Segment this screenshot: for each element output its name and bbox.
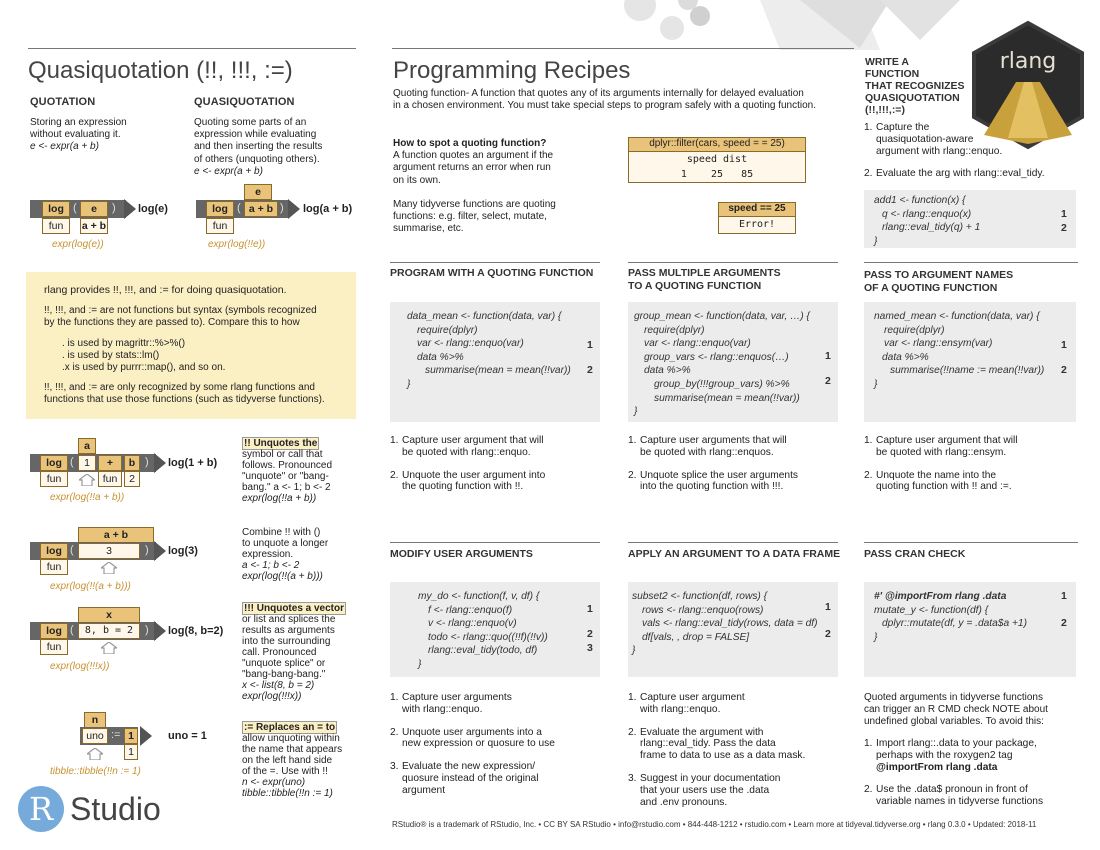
pass-multiple-heading: PASS MULTIPLE ARGUMENTS TO A QUOTING FUNCTION <box>628 267 781 292</box>
modify-arguments-steps: 1. Capture user arguments with rlang::enquo. 2. Unquote user arguments into a new expression or quosure to use 3. Evaluate the new expression/ quosure instead of the original argument <box>390 692 555 796</box>
quasiquotation-heading: QUASIQUOTATION <box>194 96 295 108</box>
pass-names-steps: 1. Capture user argument that will be quoted with rlang::ensym. 2. Unquote the name into the quoting function with !! and :=. <box>864 435 1018 493</box>
quoting-function-definition: Quoting function- A function that quotes any of its arguments internally for delayed evaluation in a chosen environment. You must take special steps to program safely with a quoting function. <box>393 88 817 112</box>
modify-arguments-code: my_do <- function(f, v, df) { f <- rlang::enquo(f) v <- rlang::enquo(v) todo <- rlang::quo((!!f)(!!v)) rlang::eval_tidy(todo, df) } <box>390 582 600 677</box>
note-paragraph-1: !!, !!!, and := are not functions but syntax (symbols recognized by the functions they are passed to). Compare this to how <box>44 305 317 329</box>
footer: RStudio® is a trademark of RStudio, Inc. • CC BY SA RStudio • info@rstudio.com • 844-448-1212 • rstudio.com • Learn more at tidyeval.tidyverse.org • rlang 0.3.0 • Updated: 2018-11 <box>392 820 1037 829</box>
step-marker: 3 <box>587 642 593 654</box>
step-marker: 2 <box>1061 364 1067 376</box>
step-marker: 2 <box>825 628 831 640</box>
step-marker: 1 <box>1061 208 1067 220</box>
step-marker: 2 <box>1061 222 1067 234</box>
write-function-steps: 1. Capture the quasiquotation-aware argument with rlang::enquo. 2. Evaluate the arg with rlang::eval_tidy. <box>864 122 1045 180</box>
modify-arguments-heading: MODIFY USER ARGUMENTS <box>390 548 533 560</box>
write-function-heading: WRITE A FUNCTION THAT RECOGNIZES QUASIQUOTATION (!!,!!!,:=) <box>865 56 965 116</box>
step-marker: 1 <box>825 601 831 613</box>
program-quoting-heading: PROGRAM WITH A QUOTING FUNCTION <box>390 267 594 279</box>
step-marker: 1 <box>1061 590 1067 602</box>
step-marker: 1 <box>587 339 593 351</box>
quotation-heading: QUOTATION <box>30 96 96 108</box>
cran-check-intro: Quoted arguments in tidyverse functions can trigger an R CMD check NOTE about undefined global variables. To avoid this: <box>864 692 1048 727</box>
add1-code: add1 <- function(x) { q <- rlang::enquo(x) rlang::eval_tidy(q) + 1 } <box>864 190 1076 248</box>
pass-multiple-steps: 1. Capture user arguments that will be quoted with rlang::enquos. 2. Unquote splice the user arguments into the quoting function with !!!. <box>628 435 798 493</box>
pass-names-heading: PASS TO ARGUMENT NAMES OF A QUOTING FUNCTION <box>864 269 1014 294</box>
spot-quoting-function: How to spot a quoting function? A function quotes an argument if the argument returns an error when run on its own. <box>393 138 554 186</box>
bang-bang-bang-description: !!! Unquotes a vector or list and splices the results as arguments into the surrounding call. Pronounced "unquote splice" or "bang-bang-bang." x <- list(8, b = 2) expr(log(!!!x)) <box>242 603 345 702</box>
pass-names-code: named_mean <- function(data, var) { require(dplyr) var <- rlang::ensym(var) data %>% summarise(!!name := mean(!!var)) } <box>864 302 1076 422</box>
cran-check-code: #' @importFrom rlang .data mutate_y <- function(df) { dplyr::mutate(df, y = .data$a +1) } <box>864 582 1076 677</box>
colon-equals-description: := Replaces an = to allow unquoting within the name that appears on the left hand side of the =. Use with !! n <- expr(uno) tibble::tibble(!!n := 1) <box>242 722 343 799</box>
bang-bang-paren-description: Combine !! with () to unquote a longer expression. a <- 1; b <- 2 expr(log(!!(a + b))) <box>242 527 329 582</box>
note-operator-list: . is used by magrittr::%>%() . is used by stats::lm() .x is used by purrr::map(), and so on. <box>62 338 226 373</box>
note-intro: rlang provides !!, !!!, and := for doing quasiquotation. <box>44 284 287 296</box>
tidyverse-quoting-examples: Many tidyverse functions are quoting functions: e.g. filter, select, mutate, summarise, etc. <box>393 199 556 235</box>
bang-bang-description: !! Unquotes the symbol or call that follows. Pronounced "unquote" or "bang- bang." a <- 1; b <- 2 expr(log(!!a + b)) <box>242 438 333 504</box>
step-marker: 1 <box>1061 339 1067 351</box>
cran-check-steps: 1. Import rlang::.data to your package, perhaps with the roxygen2 tag @importFrom rlang .data 2. Use the .data$ pronoun in front of variable names in tidyverse functions <box>864 738 1044 808</box>
svg-text:rlang: rlang <box>999 49 1057 74</box>
quotation-text: Storing an expression without evaluating it. e <- expr(a + b) <box>30 117 127 153</box>
cran-check-heading: PASS CRAN CHECK <box>864 548 966 560</box>
step-marker: 2 <box>1061 617 1067 629</box>
quasiquotation-text: Quoting some parts of an expression while evaluating and then inserting the results of others (unquoting others). e <- expr(a + b) <box>194 117 323 177</box>
step-marker: 2 <box>587 628 593 640</box>
apply-argument-heading: APPLY AN ARGUMENT TO A DATA FRAME <box>628 548 841 560</box>
step-marker: 2 <box>587 364 593 376</box>
apply-argument-steps: 1. Capture user argument with rlang::enquo. 2. Evaluate the argument with rlang::eval_tidy. Pass the data frame to data to use as a data mask. 3. Suggest in your documentation that your users use the .data and .env pronouns. <box>628 692 806 808</box>
program-quoting-code: data_mean <- function(data, var) { require(dplyr) var <- rlang::enquo(var) data %>% summarise(mean = mean(!!var)) } <box>390 302 600 422</box>
step-marker: 1 <box>587 603 593 615</box>
step-marker: 1 <box>825 350 831 362</box>
program-quoting-steps: 1. Capture user argument that will be quoted with rlang::enquo. 2. Unquote the user argument into the quoting function with !!. <box>390 435 546 493</box>
page-title: Quasiquotation (!!, !!!, :=) <box>28 57 293 84</box>
note-paragraph-2: !!, !!!, and := are only recognized by some rlang functions and functions that use those functions (such as tidyverse functions). <box>44 382 325 406</box>
programming-recipes-title: Programming Recipes <box>393 57 631 84</box>
pass-multiple-code: group_mean <- function(data, var, …) { require(dplyr) var <- rlang::enquo(var) group_vars <- rlang::enquos(…) data %>% group_by(!!!group_vars) %>% summarise(mean = mean(!!var)) } <box>628 302 838 422</box>
apply-argument-code: subset2 <- function(df, rows) { rows <- rlang::enquo(rows) vals <- rlang::eval_tidy(rows, data = df) df[vals, , drop = FALSE] } <box>628 582 838 677</box>
step-marker: 2 <box>825 375 831 387</box>
